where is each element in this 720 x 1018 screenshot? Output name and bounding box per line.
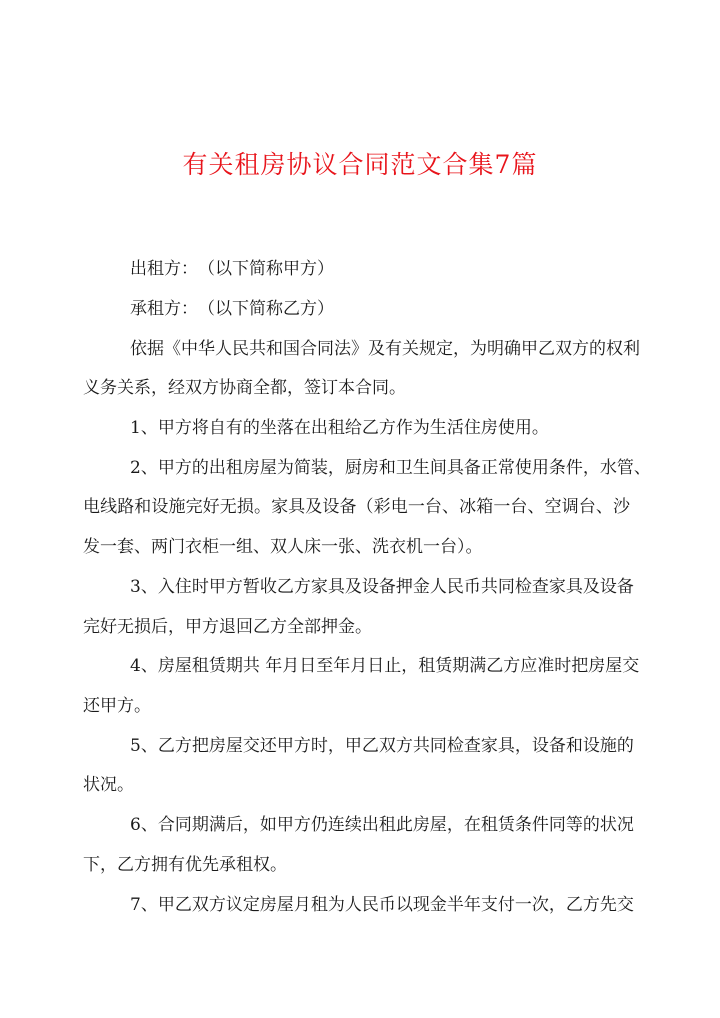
clause-1-line: 1、甲方将自有的坐落在出租给乙方作为生活住房使用。 [130, 418, 549, 438]
clause-2-line: 发一套、两门衣柜一组、双人床一张、洗衣机一台）。 [83, 537, 483, 557]
clause-3-line: 3、入住时甲方暂收乙方家具及设备押金人民币共同检查家具及设备 [130, 577, 634, 597]
clause-5-line: 5、乙方把房屋交还甲方时，甲乙双方共同检查家具，设备和设施的 [130, 736, 634, 756]
clause-2-line: 电线路和设施完好无损。家具及设备（彩电一台、冰箱一台、空调台、沙 [83, 497, 630, 517]
lessee-line: 承租方： （以下简称乙方） [130, 299, 334, 319]
clause-4-line: 还甲方。 [83, 696, 151, 716]
clause-7-line: 7、甲乙双方议定房屋月租为人民币以现金半年支付一次，乙方先交 [130, 895, 634, 915]
paragraph-line: 依据《中华人民共和国合同法》及有关规定，为明确甲乙双方的权利 [130, 339, 640, 359]
clause-6-line: 下，乙方拥有优先承租权。 [83, 855, 287, 875]
document-title: 有关租房协议合同范文合集7篇 [182, 150, 538, 179]
lessor-line: 出租方： （以下简称甲方） [130, 259, 334, 279]
clause-3-line: 完好无损后，甲方退回乙方全部押金。 [83, 617, 372, 637]
clause-6-line: 6、合同期满后，如甲方仍连续出租此房屋，在租赁条件同等的状况 [130, 815, 634, 835]
clause-5-line: 状况。 [83, 775, 134, 795]
paragraph-line: 义务关系，经双方协商全都，签订本合同。 [83, 378, 406, 398]
clause-4-line: 4、房屋租赁期共 年月日至年月日止，租赁期满乙方应准时把房屋交 [130, 656, 640, 676]
clause-2-line: 2、甲方的出租房屋为简装，厨房和卫生间具备正常使用条件，水管、 [130, 458, 651, 478]
